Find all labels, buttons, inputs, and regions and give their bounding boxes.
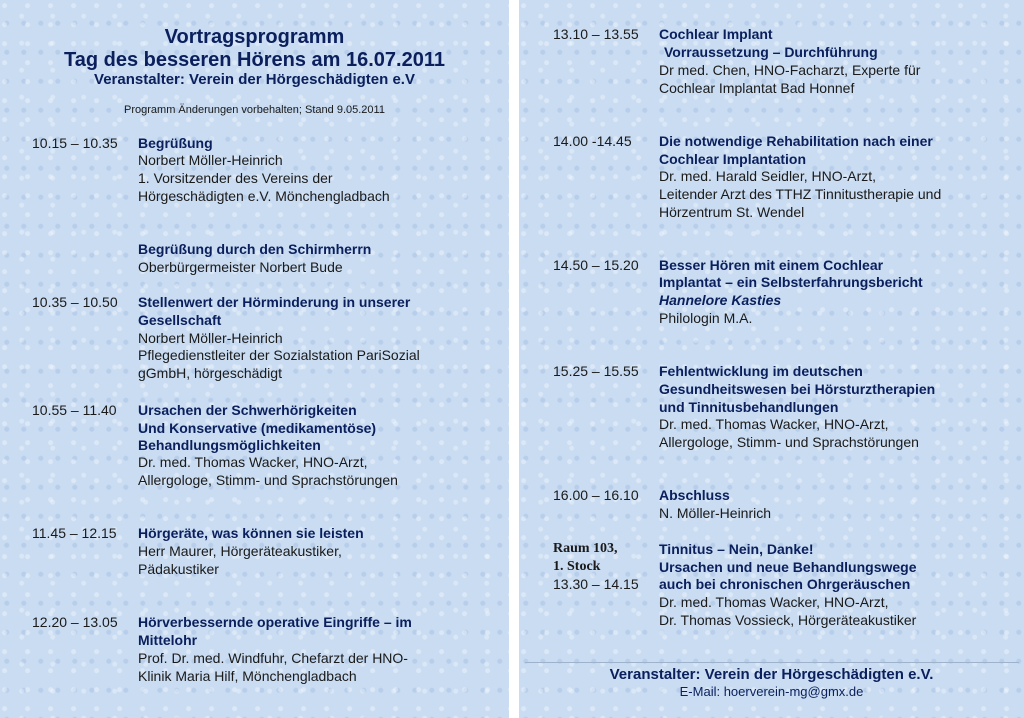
session-detail: Allergologe, Stimm- und Sprachstörungen [138, 472, 398, 488]
session-time: 11.45 – 12.15 [32, 525, 117, 541]
session-speaker: Dr. med. Harald Seidler, HNO-Arzt, [659, 168, 877, 184]
session-title: Abschluss [659, 487, 730, 503]
session-title: Mittelohr [138, 632, 198, 648]
session-speaker: Dr. med. Thomas Wacker, HNO-Arzt, [659, 416, 889, 432]
session-detail: Pädakustiker [138, 561, 219, 577]
session-title: Ursachen und neue Behandlungswege [659, 559, 917, 575]
footer-divider [525, 662, 1019, 663]
session-title: Begrüßung durch den Schirmherrn [138, 241, 372, 257]
session-speaker: Oberbürgermeister Norbert Bude [138, 259, 343, 275]
session-time: 10.35 – 10.50 [32, 294, 118, 310]
session-speaker: Dr med. Chen, HNO-Facharzt, Experte für [659, 62, 921, 78]
session-detail: Leitender Arzt des TTHZ Tinnitustherapie und [659, 186, 942, 202]
floor-label: 1. Stock [553, 559, 601, 574]
footer-email[interactable]: E-Mail: hoerverein-mg@gmx.de [679, 684, 864, 699]
event-title: Tag des besseren Hörens am 16.07.2011 [64, 49, 445, 71]
session-time: 12.20 – 13.05 [32, 614, 118, 630]
session-title: Gesellschaft [138, 312, 222, 328]
left-page [0, 0, 509, 718]
session-title: Tinnitus – Nein, Danke! [659, 541, 814, 557]
session-title: Cochlear Implantation [659, 151, 807, 167]
session-speaker: Prof. Dr. med. Windfuhr, Chefarzt der HNO- [138, 650, 408, 666]
session-time: 14.00 -14.45 [553, 133, 632, 149]
session-detail: gGmbH, hörgeschädigt [138, 365, 282, 381]
session-detail: Pflegedienstleiter der Sozialstation PariSozial [138, 347, 420, 363]
session-detail: Hörgeschädigten e.V. Mönchengladbach [138, 188, 390, 204]
session-time: 13.10 – 13.55 [553, 26, 639, 42]
session-speaker: N. Möller-Heinrich [659, 505, 772, 521]
session-speaker: Herr Maurer, Hörgeräteakustiker, [138, 543, 342, 559]
session-title: Stellenwert der Hörminderung in unserer [138, 294, 411, 310]
session-speaker: Norbert Möller-Heinrich [138, 152, 283, 168]
session-title: Besser Hören mit einem Cochlear [659, 257, 884, 273]
session-detail: 1. Vorsitzender des Vereins der [138, 170, 333, 186]
right-page [519, 0, 1024, 718]
session-time: 10.55 – 11.40 [32, 402, 117, 418]
session-title: Fehlentwicklung im deutschen [659, 363, 863, 379]
session-speaker: Hannelore Kasties [659, 292, 782, 308]
session-title: Und Konservative (medikamentöse) [138, 420, 377, 436]
session-time: 13.30 – 14.15 [553, 576, 639, 592]
session-detail: Philologin M.A. [659, 310, 753, 326]
session-time: 16.00 – 16.10 [553, 487, 639, 503]
session-detail: Allergologe, Stimm- und Sprachstörungen [659, 434, 919, 450]
change-note: Programm Änderungen vorbehalten; Stand 9.05.2011 [124, 104, 385, 116]
session-time: 15.25 – 15.55 [553, 363, 639, 379]
session-title: Die notwendige Rehabilitation nach einer [659, 133, 933, 149]
session-title: Ursachen der Schwerhörigkeiten [138, 402, 357, 418]
program-title: Vortragsprogramm [164, 26, 345, 48]
organizer-header: Veranstalter: Verein der Hörgeschädigten e.V [94, 71, 415, 88]
session-detail: Cochlear Implantat Bad Honnef [659, 80, 855, 96]
session-detail: Hörzentrum St. Wendel [659, 204, 805, 220]
session-title: Gesundheitswesen bei Hörsturztherapien [659, 381, 936, 397]
session-speaker: Dr. med. Thomas Wacker, HNO-Arzt, [659, 594, 889, 610]
session-title: Begrüßung [138, 135, 213, 151]
footer-organizer: Veranstalter: Verein der Hörgeschädigten e.V. [609, 666, 934, 683]
session-title: Vorraussetzung – Durchführung [664, 44, 878, 60]
room-label: Raum 103, [553, 541, 618, 556]
session-title: Hörverbessernde operative Eingriffe – im [138, 614, 412, 630]
session-speaker: Norbert Möller-Heinrich [138, 330, 283, 346]
session-time: 10.15 – 10.35 [32, 135, 118, 151]
session-detail: Klinik Maria Hilf, Mönchengladbach [138, 668, 357, 684]
session-title: Behandlungsmöglichkeiten [138, 437, 321, 453]
session-title: Cochlear Implant [659, 26, 773, 42]
session-speaker: Dr. Thomas Vossieck, Hörgeräteakustiker [659, 612, 917, 628]
session-title: auch bei chronischen Ohrgeräuschen [659, 576, 911, 592]
session-speaker: Dr. med. Thomas Wacker, HNO-Arzt, [138, 454, 368, 470]
session-title: und Tinnitusbehandlungen [659, 399, 839, 415]
session-time: 14.50 – 15.20 [553, 257, 639, 273]
session-title: Hörgeräte, was können sie leisten [138, 525, 364, 541]
session-title: Implantat – ein Selbsterfahrungsbericht [659, 274, 923, 290]
